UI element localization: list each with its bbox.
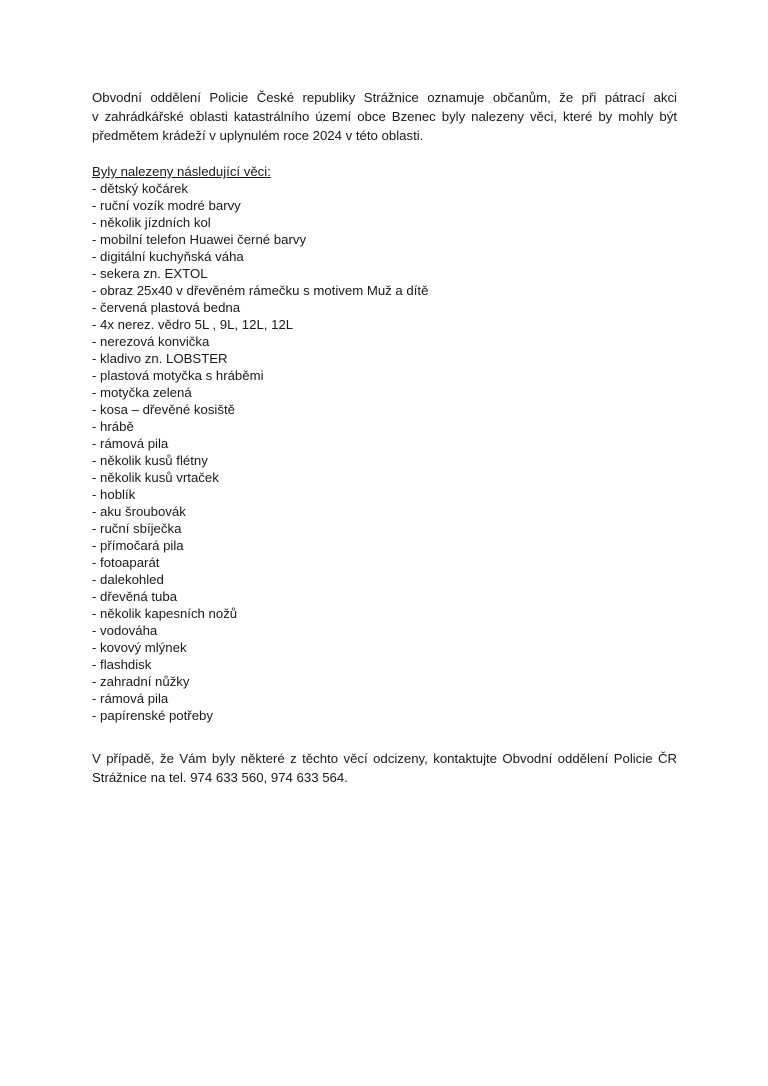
list-item: - červená plastová bedna [92, 300, 241, 315]
intro-line: v zahrádkářské oblasti katastrálního území obce Bzenec byly nalezeny věci, které by mohly být [92, 109, 677, 124]
list-item: - nerezová konvička [92, 334, 210, 349]
list-item: - aku šroubovák [92, 504, 186, 519]
closing-line: V případě, že Vám byly některé z těchto věcí odcizeny, kontaktujte Obvodní oddělení Policie ČR [92, 751, 677, 766]
list-item: - papírenské potřeby [92, 708, 213, 723]
list-item: - přímočará pila [92, 538, 184, 553]
intro-line: Obvodní oddělení Policie České republiky Strážnice oznamuje občanům, že při pátrací akci [92, 90, 677, 105]
list-item: - kovový mlýnek [92, 640, 187, 655]
list-item: - sekera zn. EXTOL [92, 266, 208, 281]
closing-paragraph [92, 749, 677, 787]
list-item: - fotoaparát [92, 555, 160, 570]
list-item: - ruční sbíječka [92, 521, 182, 536]
list-item: - dalekohled [92, 572, 164, 587]
list-item: - dětský kočárek [92, 181, 189, 196]
intro-line: předmětem krádeží v uplynulém roce 2024 v této oblasti. [92, 128, 424, 143]
list-item: - kosa – dřevěné kosiště [92, 402, 235, 417]
list-item: - dřevěná tuba [92, 589, 178, 604]
closing-line: Strážnice na tel. 974 633 560, 974 633 564. [92, 770, 348, 785]
list-item: - mobilní telefon Huawei černé barvy [92, 232, 307, 247]
list-item: - motyčka zelená [92, 385, 192, 400]
list-item: - rámová pila [92, 691, 169, 706]
found-items-list [92, 180, 677, 724]
list-item: - několik kusů vrtaček [92, 470, 219, 485]
list-item: - obraz 25x40 v dřevěném rámečku s motivem Muž a dítě [92, 283, 429, 298]
document-content [92, 88, 677, 787]
list-item: - zahradní nůžky [92, 674, 190, 689]
list-item: - několik kapesních nožů [92, 606, 238, 621]
list-item: - několik kusů flétny [92, 453, 208, 468]
list-item: - několik jízdních kol [92, 215, 211, 230]
list-item: - hrábě [92, 419, 134, 434]
list-heading: Byly nalezeny následující věci: [92, 164, 271, 179]
list-item: - 4x nerez. vědro 5L , 9L, 12L, 12L [92, 317, 294, 332]
list-item: - rámová pila [92, 436, 169, 451]
list-item: - digitální kuchyňská váha [92, 249, 244, 264]
list-item: - plastová motyčka s hráběmi [92, 368, 264, 383]
list-item: - ruční vozík modré barvy [92, 198, 241, 213]
intro-paragraph [92, 88, 677, 145]
list-item: - vodováha [92, 623, 158, 638]
list-item: - flashdisk [92, 657, 152, 672]
list-item: - hoblík [92, 487, 136, 502]
list-item: - kladivo zn. LOBSTER [92, 351, 228, 366]
